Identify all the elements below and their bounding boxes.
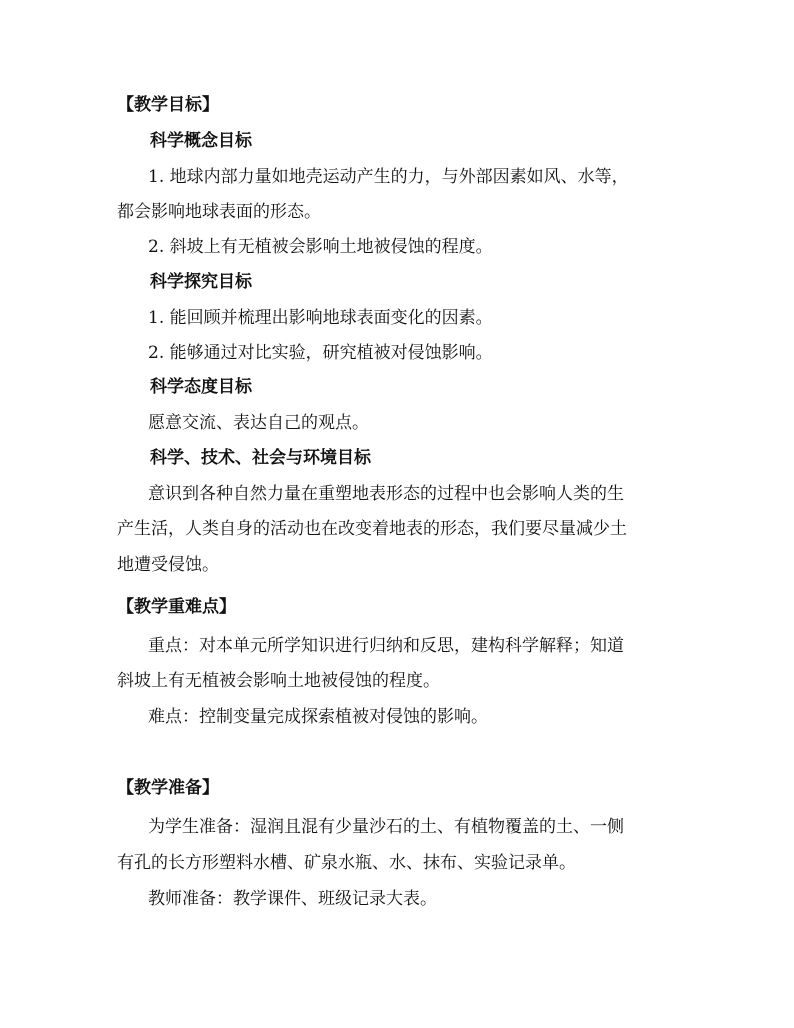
concept-goal-item-1-line-2: 都会影响地球表面的形态。: [117, 202, 321, 222]
subheading-inquiry-goals: 科学探究目标: [150, 272, 252, 292]
inquiry-goal-item-2: 2. 能够通过对比实验，研究植被对侵蚀影响。: [148, 343, 493, 363]
stse-goal-line-1: 意识到各种自然力量在重塑地表形态的过程中也会影响人类的生: [148, 484, 624, 504]
difficulty-point: 难点：控制变量完成探索植被对侵蚀的影响。: [148, 707, 488, 727]
student-preparation-line-1: 为学生准备：湿润且混有少量沙石的土、有植物覆盖的土、一侧: [148, 817, 624, 837]
concept-goal-item-2: 2. 斜坡上有无植被会影响土地被侵蚀的程度。: [148, 237, 493, 257]
key-point-line-1: 重点：对本单元所学知识进行归纳和反思，建构科学解释；知道: [148, 636, 624, 656]
section-heading-teaching-goals: 【教学目标】: [117, 95, 219, 115]
teacher-preparation: 教师准备：教学课件、班级记录大表。: [148, 889, 437, 909]
stse-goal-line-3: 地遭受侵蚀。: [117, 555, 219, 575]
subheading-stse-goals: 科学、技术、社会与环境目标: [150, 448, 371, 468]
subheading-concept-goals: 科学概念目标: [150, 131, 252, 151]
concept-goal-item-1-line-1: 1. 地球内部力量如地壳运动产生的力，与外部因素如风、水等，: [148, 167, 629, 187]
student-preparation-line-2: 有孔的长方形塑料水槽、矿泉水瓶、水、抹布、实验记录单。: [117, 853, 576, 873]
section-heading-key-points: 【教学重难点】: [117, 597, 236, 617]
subheading-attitude-goals: 科学态度目标: [150, 377, 252, 397]
attitude-goal-text: 愿意交流、表达自己的观点。: [148, 413, 369, 433]
inquiry-goal-item-1: 1. 能回顾并梳理出影响地球表面变化的因素。: [148, 308, 493, 328]
stse-goal-line-2: 产生活，人类自身的活动也在改变着地表的形态，我们要尽量减少土: [117, 519, 627, 539]
section-heading-preparation: 【教学准备】: [117, 778, 219, 798]
key-point-line-2: 斜坡上有无植被会影响土地被侵蚀的程度。: [117, 671, 440, 691]
